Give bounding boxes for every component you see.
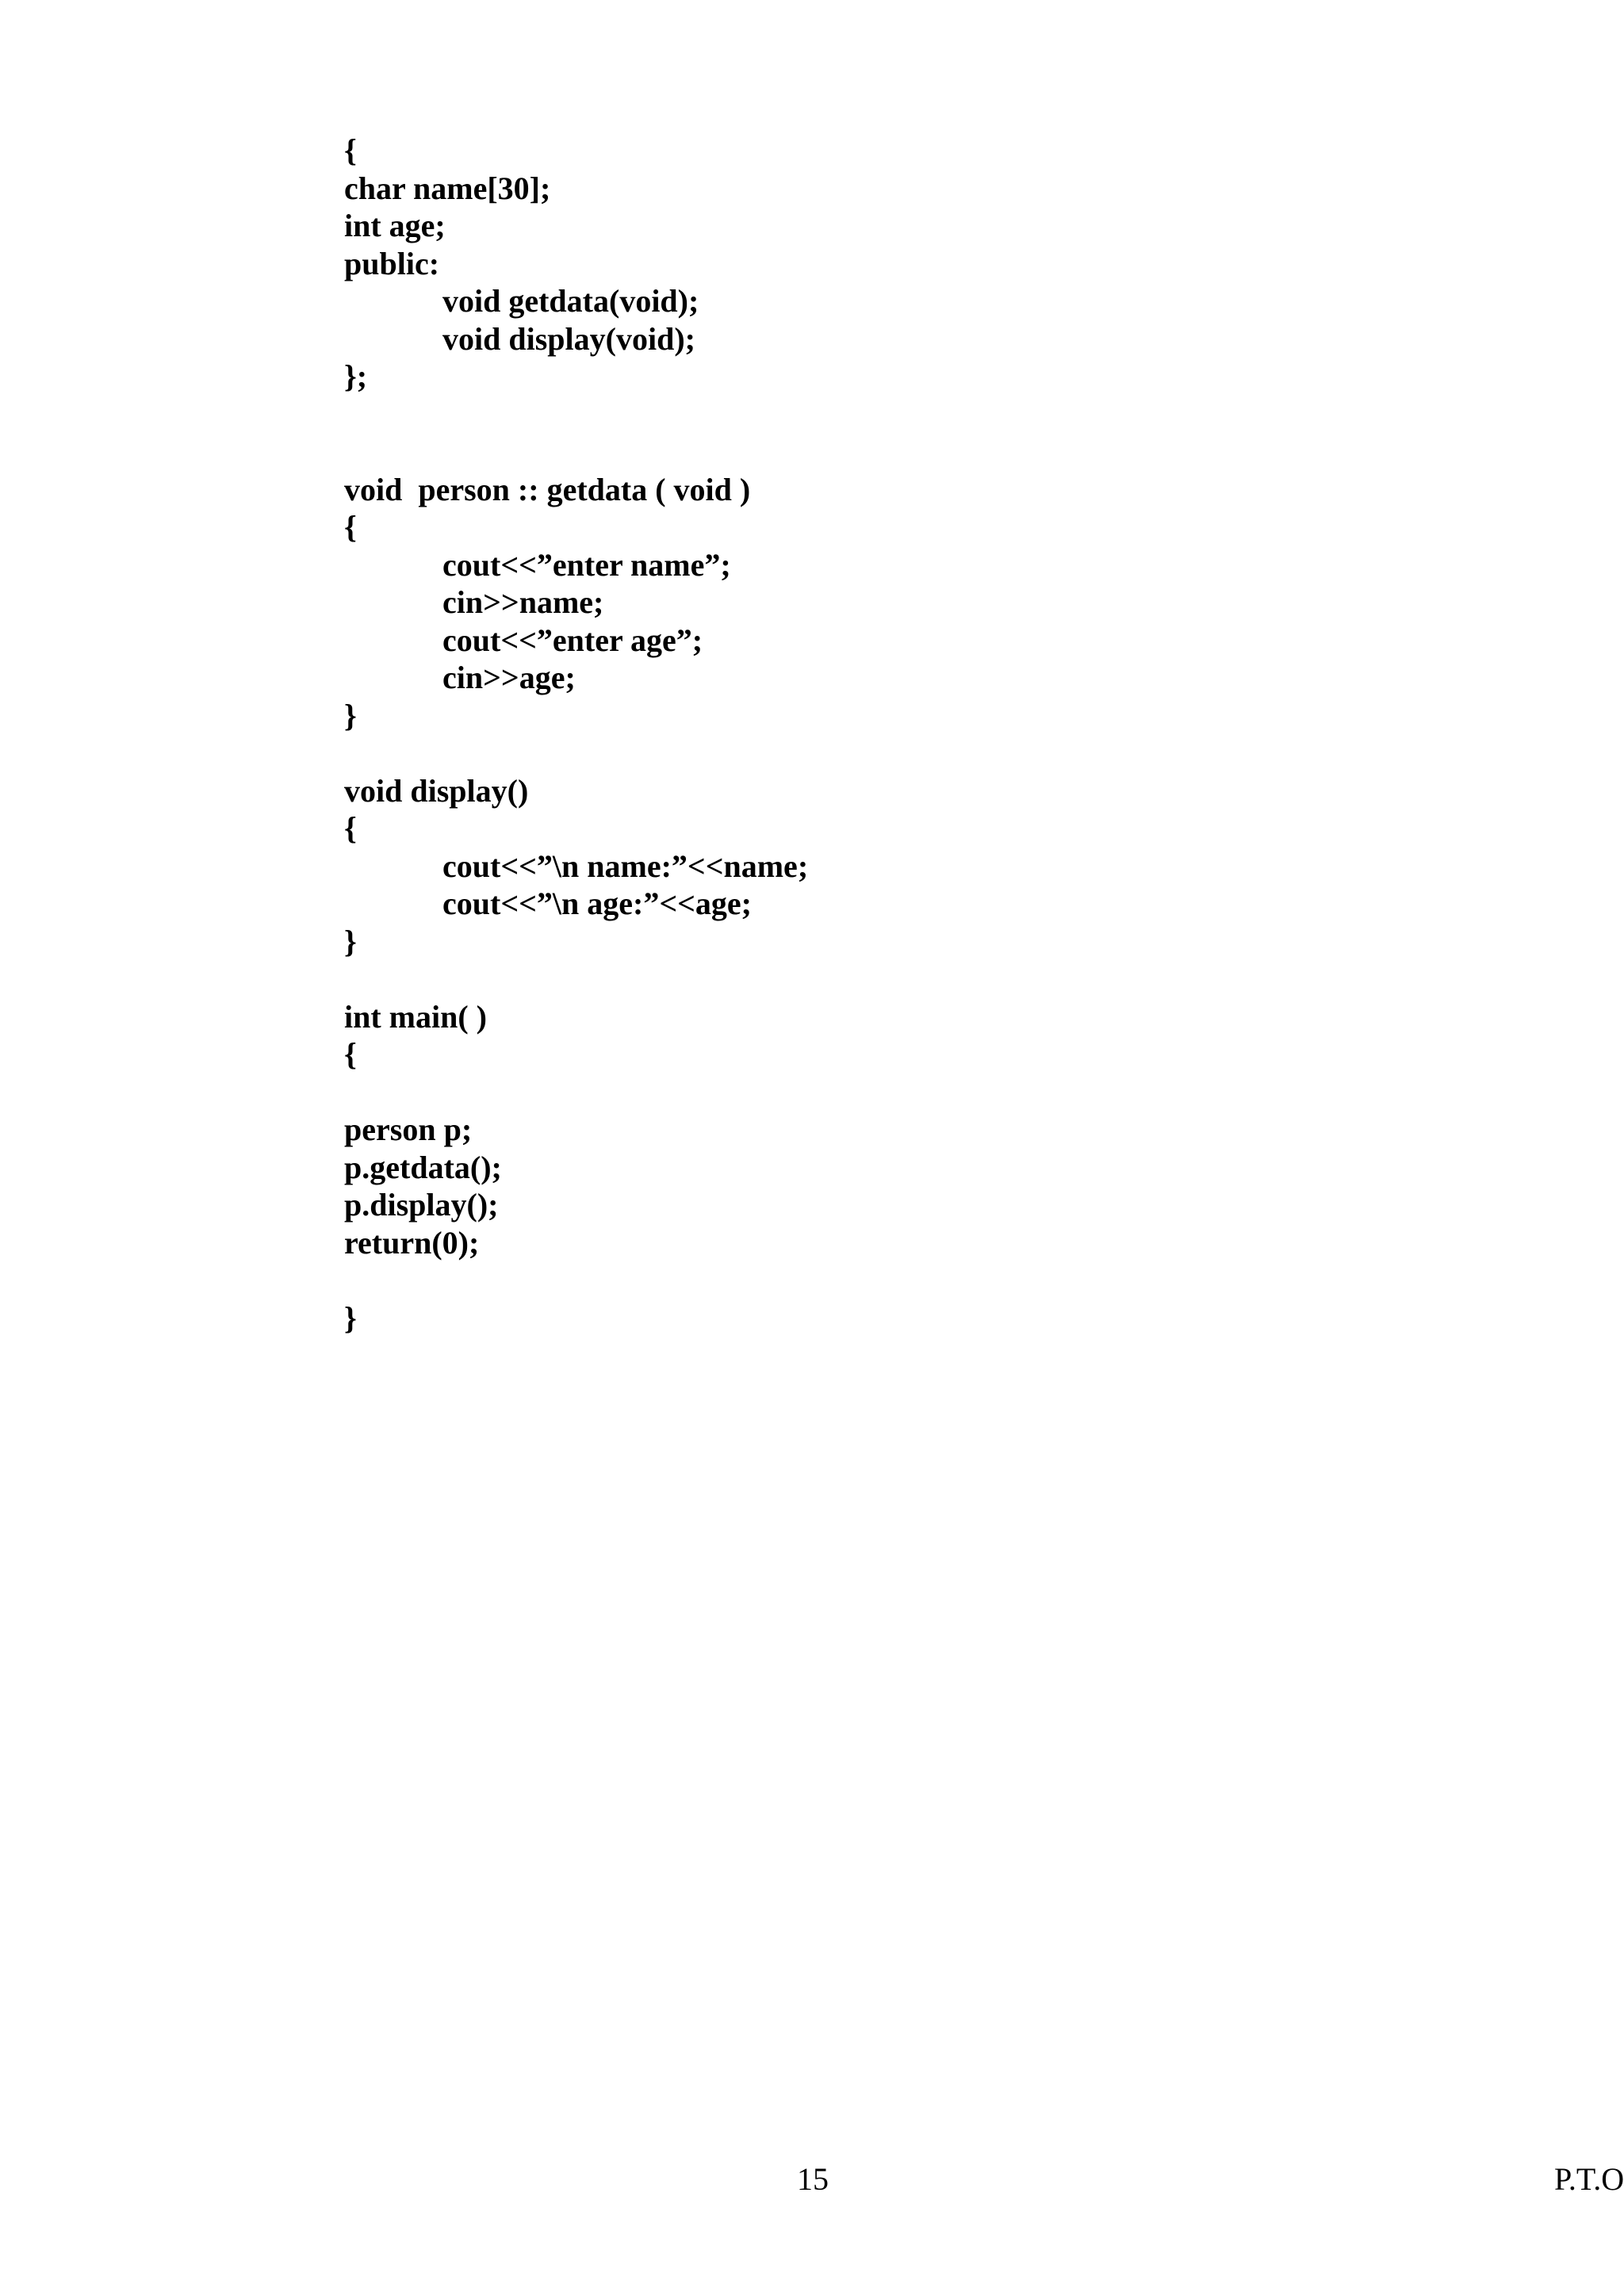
blank-line	[344, 960, 1454, 998]
pto-marker: P.T.O	[1554, 2161, 1624, 2197]
code-line: }	[344, 697, 357, 733]
code-line: {	[344, 509, 357, 545]
code-line: cout<<”\n name:”<<name;	[442, 848, 809, 884]
code-line: cout<<”\n age:”<<age;	[442, 886, 752, 921]
code-line: char name[30];	[344, 170, 551, 206]
code-line: cin>>age;	[442, 660, 576, 695]
blank-line	[344, 734, 1454, 772]
code-line: };	[344, 358, 368, 394]
code-listing	[344, 132, 1454, 1337]
code-line: void display()	[344, 772, 529, 809]
blank-line	[344, 1261, 1454, 1299]
code-line: int main( )	[344, 998, 487, 1035]
code-line: }	[344, 923, 357, 959]
code-line: person p;	[344, 1112, 473, 1147]
code-line: void person :: getdata ( void )	[344, 471, 751, 507]
code-line: }	[344, 1299, 357, 1336]
code-line: public:	[344, 245, 440, 281]
page-number: 15	[797, 2161, 829, 2197]
blank-line	[344, 1073, 1454, 1112]
code-line: {	[344, 1036, 357, 1072]
code-line: int age;	[344, 208, 446, 243]
code-line: p.display();	[344, 1187, 499, 1223]
code-line: cin>>name;	[442, 584, 604, 620]
code-line: return(0);	[344, 1224, 480, 1261]
code-line: cout<<”enter age”;	[442, 622, 703, 658]
code-line: void display(void);	[442, 320, 695, 357]
code-line: void getdata(void);	[442, 283, 699, 319]
code-line: {	[344, 132, 357, 168]
blank-line	[344, 433, 1454, 471]
code-line: {	[344, 810, 357, 846]
blank-line	[344, 396, 1454, 434]
code-line: p.getdata();	[344, 1149, 502, 1185]
code-line: cout<<”enter name”;	[442, 546, 731, 583]
